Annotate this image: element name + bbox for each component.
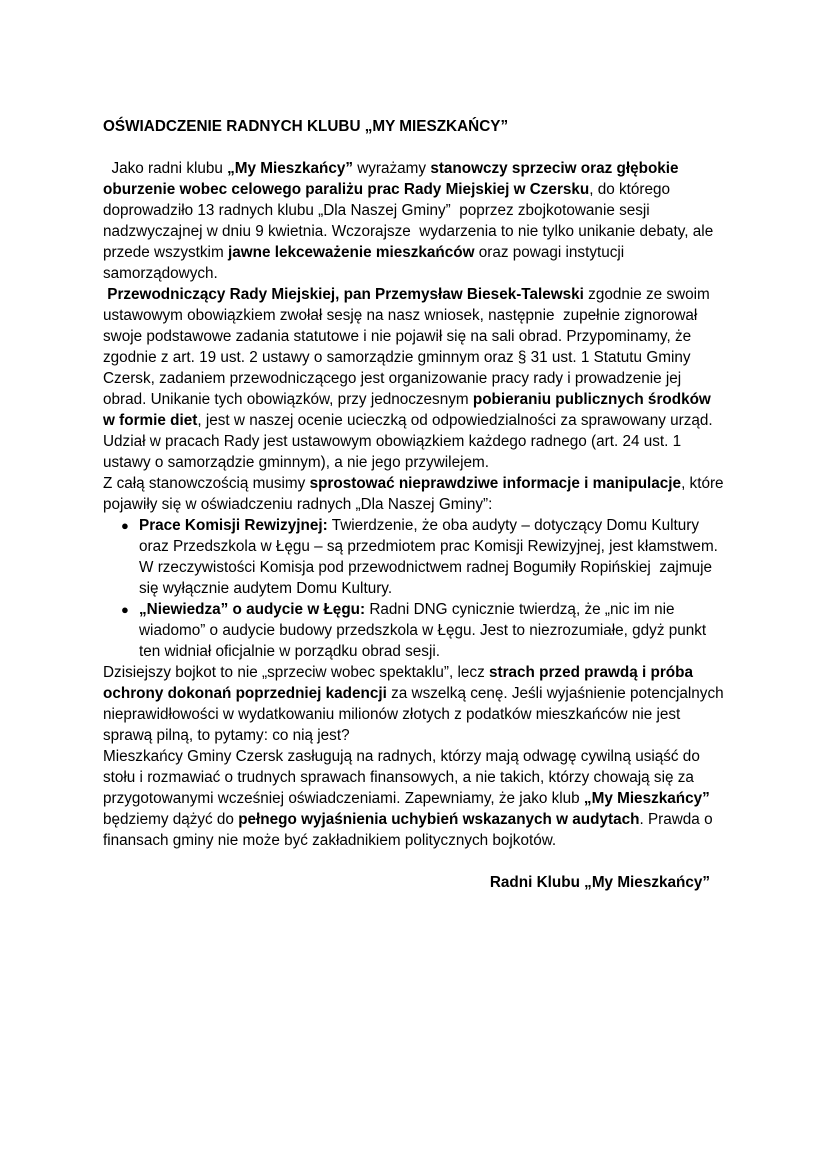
text-run: Jako radni klubu [103, 160, 228, 177]
text-run: pełnego wyjaśnienia uchybień wskazanych w audytach [238, 811, 640, 828]
bullet-text [139, 515, 724, 599]
text-run: , do którego doprowadziło 13 radnych klubu „Dla Naszej Gminy” poprzez zbojkotowanie sesji nadzwyczajnej w dniu 9 kwietnia. Wczorajsze wydarzenia to nie tylko unikanie debaty, ale przede wszystkim [103, 181, 718, 261]
document-title: OŚWIADCZENIE RADNYCH KLUBU „MY MIESZKAŃCY” [103, 118, 509, 135]
text-run: będziemy dążyć do [103, 790, 714, 828]
text-run: za wszelką cenę. Jeśli wyjaśnienie potencjalnych nieprawidłowości w wydatkowaniu milionów złotych z podatków mieszkańców nie jest sprawą pilną, to pytamy: co nią jest? [103, 685, 728, 744]
bullet-icon: ● [121, 518, 129, 533]
bullet-icon: ● [121, 602, 129, 617]
text-run: oraz powagi instytucji samorządowych. [103, 244, 629, 282]
text-run: jawne lekceważenie mieszkańców [227, 244, 475, 261]
text-run: . Prawda o finansach gminy nie może być zakładnikiem politycznych bojkotów. [103, 811, 717, 849]
text-run: , jest w naszej ocenie ucieczką od odpowiedzialności za sprawowany urząd. Udział w pracach Rady jest ustawowym obowiązkiem każdego radnego (art. 24 ust. 1 ustawy o samorządzie gminnym), a nie jego przywilejem. [103, 412, 717, 471]
paragraph [103, 746, 724, 851]
text-run: „My Mieszkańcy” [583, 790, 710, 807]
text-run: Twierdzenie, że oba audyty – dotyczący Domu Kultury oraz Przedszkola w Łęgu – są przedmiotem prac Komisji Rewizyjnej, jest kłamstwem. W rzeczywistości Komisja pod przewodnictwem radnej Bogumiły Ropińskiej zajmuje się wyłącznie audytem Domu Kultury. [139, 517, 723, 597]
text-run: Radni DNG cynicznie twierdzą, że „nic im nie wiadomo” o audycie budowy przedszkola w Łęgu. Jest to niezrozumiałe, gdyż punkt ten widniał oficjalnie w porządku obrad sesji. [139, 601, 711, 660]
paragraph [103, 158, 724, 284]
paragraph [103, 284, 724, 473]
text-run: Dzisiejszy bojkot to nie „sprzeciw wobec spektaklu”, lecz [103, 664, 489, 681]
text-run: wyrażamy [352, 160, 431, 177]
text-run: pobieraniu publicznych środków w formie diet [103, 391, 716, 429]
document-body [103, 158, 728, 893]
paragraph [103, 473, 728, 515]
text-run: Przewodniczący Rady Miejskiej, pan Przemysław Biesek-Talewski [107, 286, 584, 303]
text-run: Z całą stanowczością musimy [103, 475, 310, 492]
text-run: stanowczy sprzeciw oraz głębokie oburzenie wobec celowego paraliżu prac Rady Miejskiej w Czersku [103, 160, 683, 198]
text-run: „Niewiedza” o audycie w Łęgu: [139, 601, 366, 618]
paragraph [103, 662, 728, 746]
bullet-item [103, 599, 724, 662]
text-run: Prace Komisji Rewizyjnej: [139, 517, 328, 534]
text-run: strach przed prawdą i próba ochrony dokonań poprzedniej kadencji [103, 664, 698, 702]
bullet-item [103, 515, 724, 599]
text-run: „My Mieszkańcy” [227, 160, 353, 177]
text-run: Mieszkańcy Gminy Czersk zasługują na radnych, którzy mają odwagę cywilną usiąść do stołu i rozmawiać o trudnych sprawach finansowych, a nie takich, którzy chowają się za przygotowanymi wcześniej oświadczeniami. Zapewniamy, że jako klub [103, 748, 705, 807]
bullet-text [139, 599, 724, 662]
text-run: Radni Klubu „My Mieszkańcy” [489, 874, 710, 891]
signature [103, 872, 724, 893]
text-run: zgodnie ze swoim ustawowym obowiązkiem zwołał sesję na nasz wniosek, następnie zupełnie zignorował swoje podstawowe zadania statutowe i nie pojawił się na sali obrad. Przypominamy, że zgodnie z art. 19 ust. 2 ustawy o samorządzie gminnym oraz § 31 ust. 1 Statutu Gminy Czersk, zadaniem przewodniczącego jest organizowanie pracy rady i prowadzenie jej obrad. Unikanie tych obowiązków, przy jednoczesnym [103, 286, 715, 408]
text-run: , które pojawiły się w oświadczeniu radnych „Dla Naszej Gminy”: [103, 475, 728, 513]
text-run: sprostować nieprawdziwe informacje i manipulacje [309, 475, 682, 492]
